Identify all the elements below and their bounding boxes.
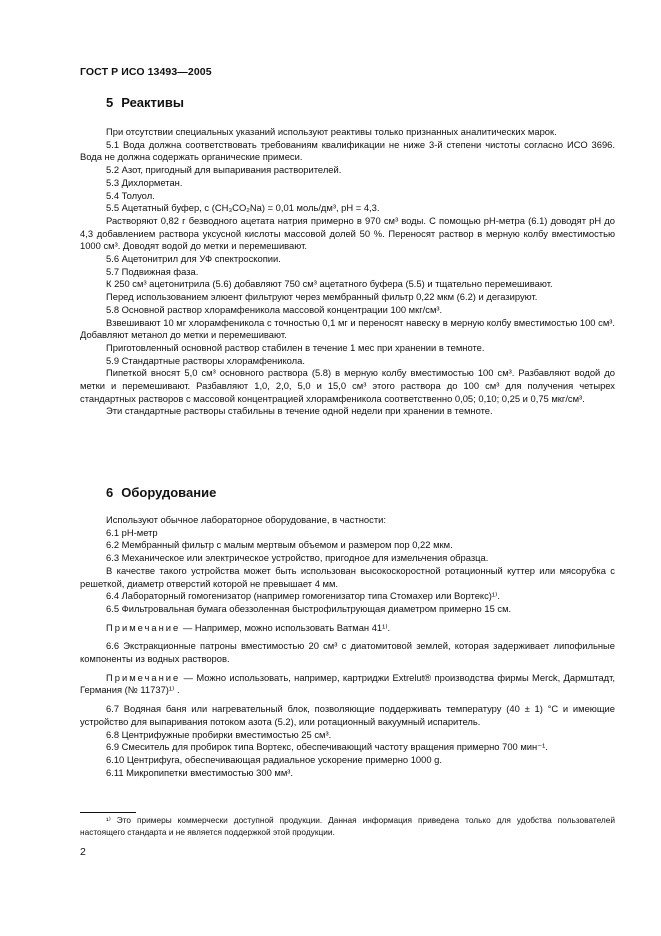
- paragraph: Используют обычное лабораторное оборудование, в частности:: [106, 514, 386, 525]
- paragraph: 5.9 Стандартные растворы хлорамфеникола.: [106, 354, 305, 366]
- paragraph: 6.5 Фильтровальная бумага обеззоленная быстрофильтрующая диаметром примерно 15 см.: [106, 602, 512, 614]
- paragraph: 6.2 Мембранный фильтр с малым мертвым объемом и размером пор 0,22 мкм.: [106, 539, 453, 551]
- paragraph: 5.3 Дихлорметан.: [106, 176, 183, 188]
- paragraph: 6.10 Центрифуга, обеспечивающая радиальное ускорение примерно 1000 g.: [106, 753, 443, 765]
- section-6-number: 6: [106, 485, 114, 500]
- paragraph: 6.6 Экстракционные патроны вместимостью 20 см³ с диатомитовой землей, которая задерживает липофильные компоненты из водных растворов.: [80, 640, 615, 665]
- paragraph: 5.2 Азот, пригодный для выпаривания растворителей.: [106, 164, 342, 176]
- footnote-text: ¹⁾ Это примеры коммерчески доступной продукции. Данная информация приведена только для удобства пользователей настоящего стандарта и не является поддержкой этой продукции.: [80, 815, 615, 837]
- section-6-body: [80, 514, 615, 779]
- paragraph: 5.5 Ацетатный буфер, c (CH₃CO₂Na) = 0,01 моль/дм³, pH = 4,3.: [106, 202, 380, 214]
- section-5-number: 5: [106, 95, 114, 110]
- paragraph: 5.7 Подвижная фаза.: [106, 265, 199, 277]
- paragraph: 5.4 Толуол.: [106, 189, 155, 201]
- section-5-heading: [106, 95, 184, 110]
- document-header: ГОСТ Р ИСО 13493—2005: [80, 66, 212, 78]
- section-5-body: [80, 126, 615, 418]
- paragraph: 6.4 Лабораторный гомогенизатор (например гомогенизатор типа Стомахер или Вортекс)¹⁾.: [106, 590, 500, 602]
- paragraph: 6.3 Механическое или электрическое устройство, пригодное для измельчения образца.: [106, 552, 489, 564]
- section-5-title: Реактивы: [121, 95, 184, 110]
- paragraph: 5.1 Вода должна соответствовать требованиям квалификации не ниже 3-й степени чистоты согласно ИСО 3696. Вода не должна содержать органические примеси.: [80, 138, 615, 163]
- paragraph: Перед использованием элюент фильтруют через мембранный фильтр 0,22 мкм (6.2) и дегазируют.: [106, 291, 538, 303]
- paragraph: Эти стандартные растворы стабильны в течение одной недели при хранении в темноте.: [106, 405, 493, 417]
- paragraph: 6.7 Водяная баня или нагревательный блок, позволяющие поддерживать температуру (40 ± 1) °С и имеющие устройство для выпаривания потоком азота (5.2), или ротационный вакуумный испаритель.: [80, 703, 615, 727]
- paragraph: При отсутствии специальных указаний используют реактивы только признанных аналитических марок.: [106, 126, 557, 137]
- footnote: [80, 815, 615, 838]
- paragraph: 6.11 Микропипетки вместимостью 300 мм³.: [106, 766, 294, 778]
- footnote-divider: [80, 812, 136, 813]
- note-text: — Можно использовать, например, картриджи Extrelut® производства фирмы Merck, Дармштадт, Германия (№ 11737)¹⁾ .: [80, 671, 616, 696]
- note: [80, 622, 615, 635]
- paragraph: 5.6 Ацетонитрил для УФ спектроскопии.: [106, 253, 281, 265]
- note-label: Примечание: [106, 621, 181, 633]
- paragraph: 6.9 Смеситель для пробирок типа Вортекс, обеспечивающий частоту вращения примерно 700 мин⁻¹.: [106, 741, 548, 753]
- section-6-heading: [106, 485, 216, 500]
- paragraph: Растворяют 0,82 г безводного ацетата натрия примерно в 970 см³ воды. С помощью pH-метра (6.1) доводят pH до 4,3 добавлением раствора уксусной кислоты массовой долей 50 %. Переносят раствор в мерную колбу вместимостью 1000 см³. Доводят водой до метки и перемешивают.: [80, 214, 615, 252]
- paragraph: Взвешивают 10 мг хлорамфеникола с точностью 0,1 мг и переносят навеску в мерную колбу вместимостью 100 см³. Добавляют метанол до метки и перемешивают.: [80, 316, 615, 341]
- note-text: — Например, можно использовать Ватман 41¹⁾.: [182, 621, 391, 633]
- paragraph: В качестве такого устройства может быть использован высокоскоростной ротационный куттер или мясорубка с решеткой, диаметр отверстий которой не превышает 4 мм.: [80, 564, 615, 589]
- section-6-title: Оборудование: [121, 485, 217, 500]
- note-label: Примечание: [106, 671, 181, 683]
- paragraph: Приготовленный основной раствор стабилен в течение 1 мес при хранении в темноте.: [106, 341, 485, 353]
- note: [80, 672, 615, 697]
- paragraph: Пипеткой вносят 5,0 см³ основного раствора (5.8) в мерную колбу вместимостью 100 см³. Разбавляют водой до метки и перемешивают. Разбавляют 1,0, 2,0, 5,0 и 15,0 см³ этого раствора до 100 см³ для получения четырех стандартных растворов с массовой концентрацией хлорамфеникола соответственно 0,05; 0,10; 0,25 и 0,75 мкг/см³.: [80, 367, 615, 404]
- paragraph: 6.1 pH-метр: [106, 526, 158, 538]
- page-number: 2: [80, 846, 86, 858]
- paragraph: 5.8 Основной раствор хлорамфеникола массовой концентрации 100 мкг/см³.: [106, 303, 443, 315]
- paragraph: К 250 см³ ацетонитрила (5.6) добавляют 750 см³ ацетатного буфера (5.5) и тщательно перемешивают.: [106, 278, 553, 290]
- paragraph: 6.8 Центрифужные пробирки вместимостью 25 см³.: [106, 728, 332, 740]
